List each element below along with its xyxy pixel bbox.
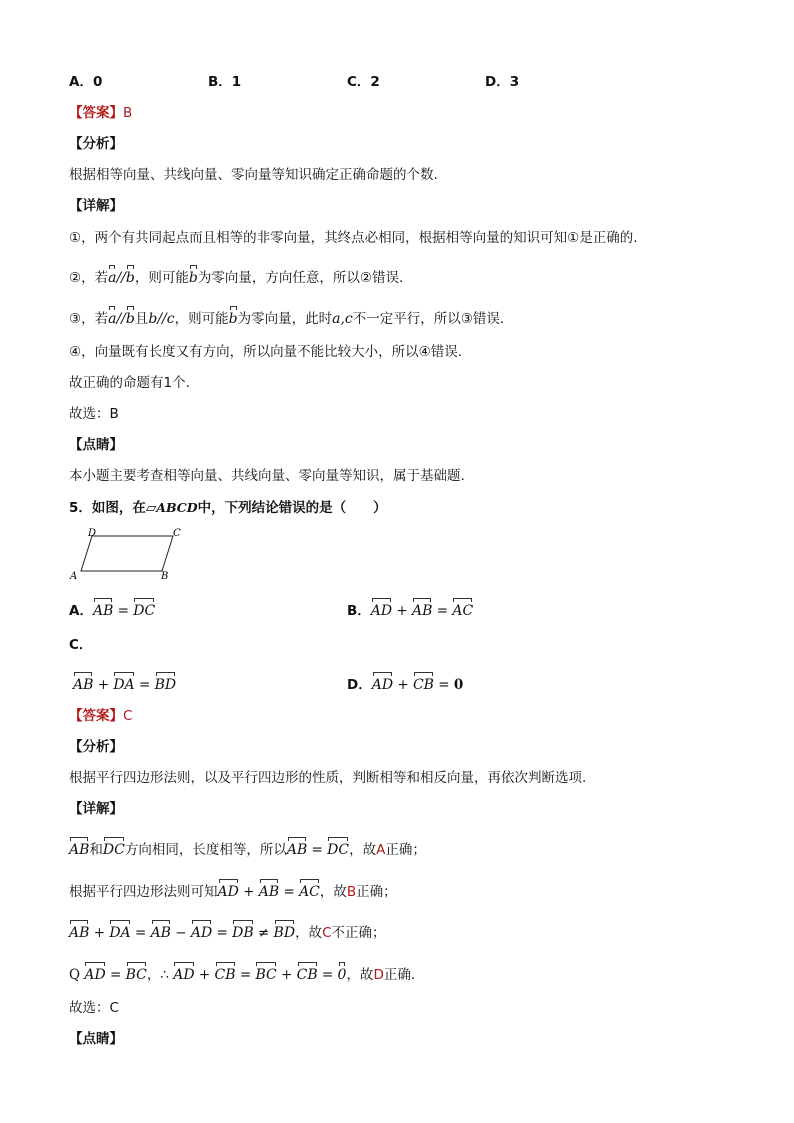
vector-a: a bbox=[108, 265, 116, 287]
q5-option-c-label: C． bbox=[69, 637, 93, 653]
answer-tag: 【答案】 bbox=[69, 708, 123, 724]
q4-comment-text: 本小题主要考查相等向量、共线向量、零向量等知识，属于基础题. bbox=[69, 468, 465, 484]
q5-detail-line-2: 根据平行四边形法则可知AD + AB = AC，故B正确； bbox=[69, 879, 397, 901]
vector-b: b bbox=[126, 265, 135, 287]
q5-stem: 5．如图，在▱ABCD中，下列结论错误的是（ ） bbox=[69, 500, 387, 516]
q4-analysis-text: 根据相等向量、共线向量、零向量等知识确定正确命题的个数. bbox=[69, 167, 438, 183]
q5-detail-line-1: AB和DC方向相同，长度相等，所以AB = DC，故A正确； bbox=[69, 837, 426, 859]
q5-detail-line-4: Q AD = BC，∴ AD + CB = BC + CB = 0，故D正确. bbox=[69, 962, 415, 984]
vector-b: b bbox=[189, 265, 198, 287]
q5-option-d: D．AD + CB = 0 bbox=[347, 672, 463, 694]
vertex-label-b: B bbox=[161, 571, 169, 582]
answer-tag: 【答案】 bbox=[69, 105, 123, 121]
answer-value: B bbox=[123, 105, 133, 121]
answer-value: C bbox=[123, 708, 133, 724]
vector-b: b bbox=[229, 306, 238, 328]
q4-choose: 故选：B bbox=[69, 406, 119, 422]
q4-option-c: C．2 bbox=[347, 74, 380, 90]
q4-option-d: D．3 bbox=[485, 74, 520, 90]
q5-detail-tag: 【详解】 bbox=[69, 801, 123, 817]
q4-detail-line-2: ②，若a//b，则可能b为零向量，方向任意，所以②错误. bbox=[69, 265, 403, 287]
q5-choose: 故选：C bbox=[69, 1000, 119, 1016]
vertex-label-d: D bbox=[88, 528, 97, 539]
q5-answer-line bbox=[69, 707, 132, 725]
vector-a: a bbox=[108, 306, 116, 328]
vertex-label-c: C bbox=[173, 528, 181, 539]
q5-option-b: B．AD + AB = AC bbox=[347, 598, 473, 620]
q4-option-a: A．0 bbox=[69, 74, 103, 90]
q4-detail-line-3: ③，若a//b且b//c，则可能b为零向量，此时a,c不一定平行，所以③错误. bbox=[69, 306, 504, 328]
q4-detail-line-1: ①，两个有共同起点而且相等的非零向量，其终点必相同，根据相等向量的知识可知①是正确的. bbox=[69, 230, 638, 246]
q4-detail-tag: 【详解】 bbox=[69, 198, 123, 214]
b-parallel-c: b//c bbox=[148, 311, 175, 327]
vector-b: b bbox=[126, 306, 135, 328]
q5-comment-tag: 【点睛】 bbox=[69, 1031, 123, 1047]
q4-comment-tag: 【点睛】 bbox=[69, 437, 123, 453]
q4-answer-line bbox=[69, 104, 132, 122]
q5-detail-line-3: AB + DA = AB − AD = DB ≠ BD，故C不正确； bbox=[69, 920, 386, 942]
vectors-a-c: a,c bbox=[332, 311, 353, 327]
vertex-label-a: A bbox=[70, 571, 78, 582]
parallelogram-figure bbox=[68, 527, 186, 583]
q5-option-c: AB + DA = BD bbox=[73, 672, 176, 694]
q5-analysis-tag: 【分析】 bbox=[69, 739, 123, 755]
q4-conclusion: 故正确的命题有1个. bbox=[69, 375, 190, 391]
q4-analysis-tag: 【分析】 bbox=[69, 136, 123, 152]
q5-option-a: A．AB = DC bbox=[69, 598, 155, 620]
q4-option-b: B．1 bbox=[208, 74, 242, 90]
q4-detail-line-4: ④，向量既有长度又有方向，所以向量不能比较大小，所以④错误. bbox=[69, 344, 462, 360]
q5-analysis-text: 根据平行四边形法则，以及平行四边形的性质，判断相等和相反向量，再依次判断选项. bbox=[69, 770, 587, 786]
